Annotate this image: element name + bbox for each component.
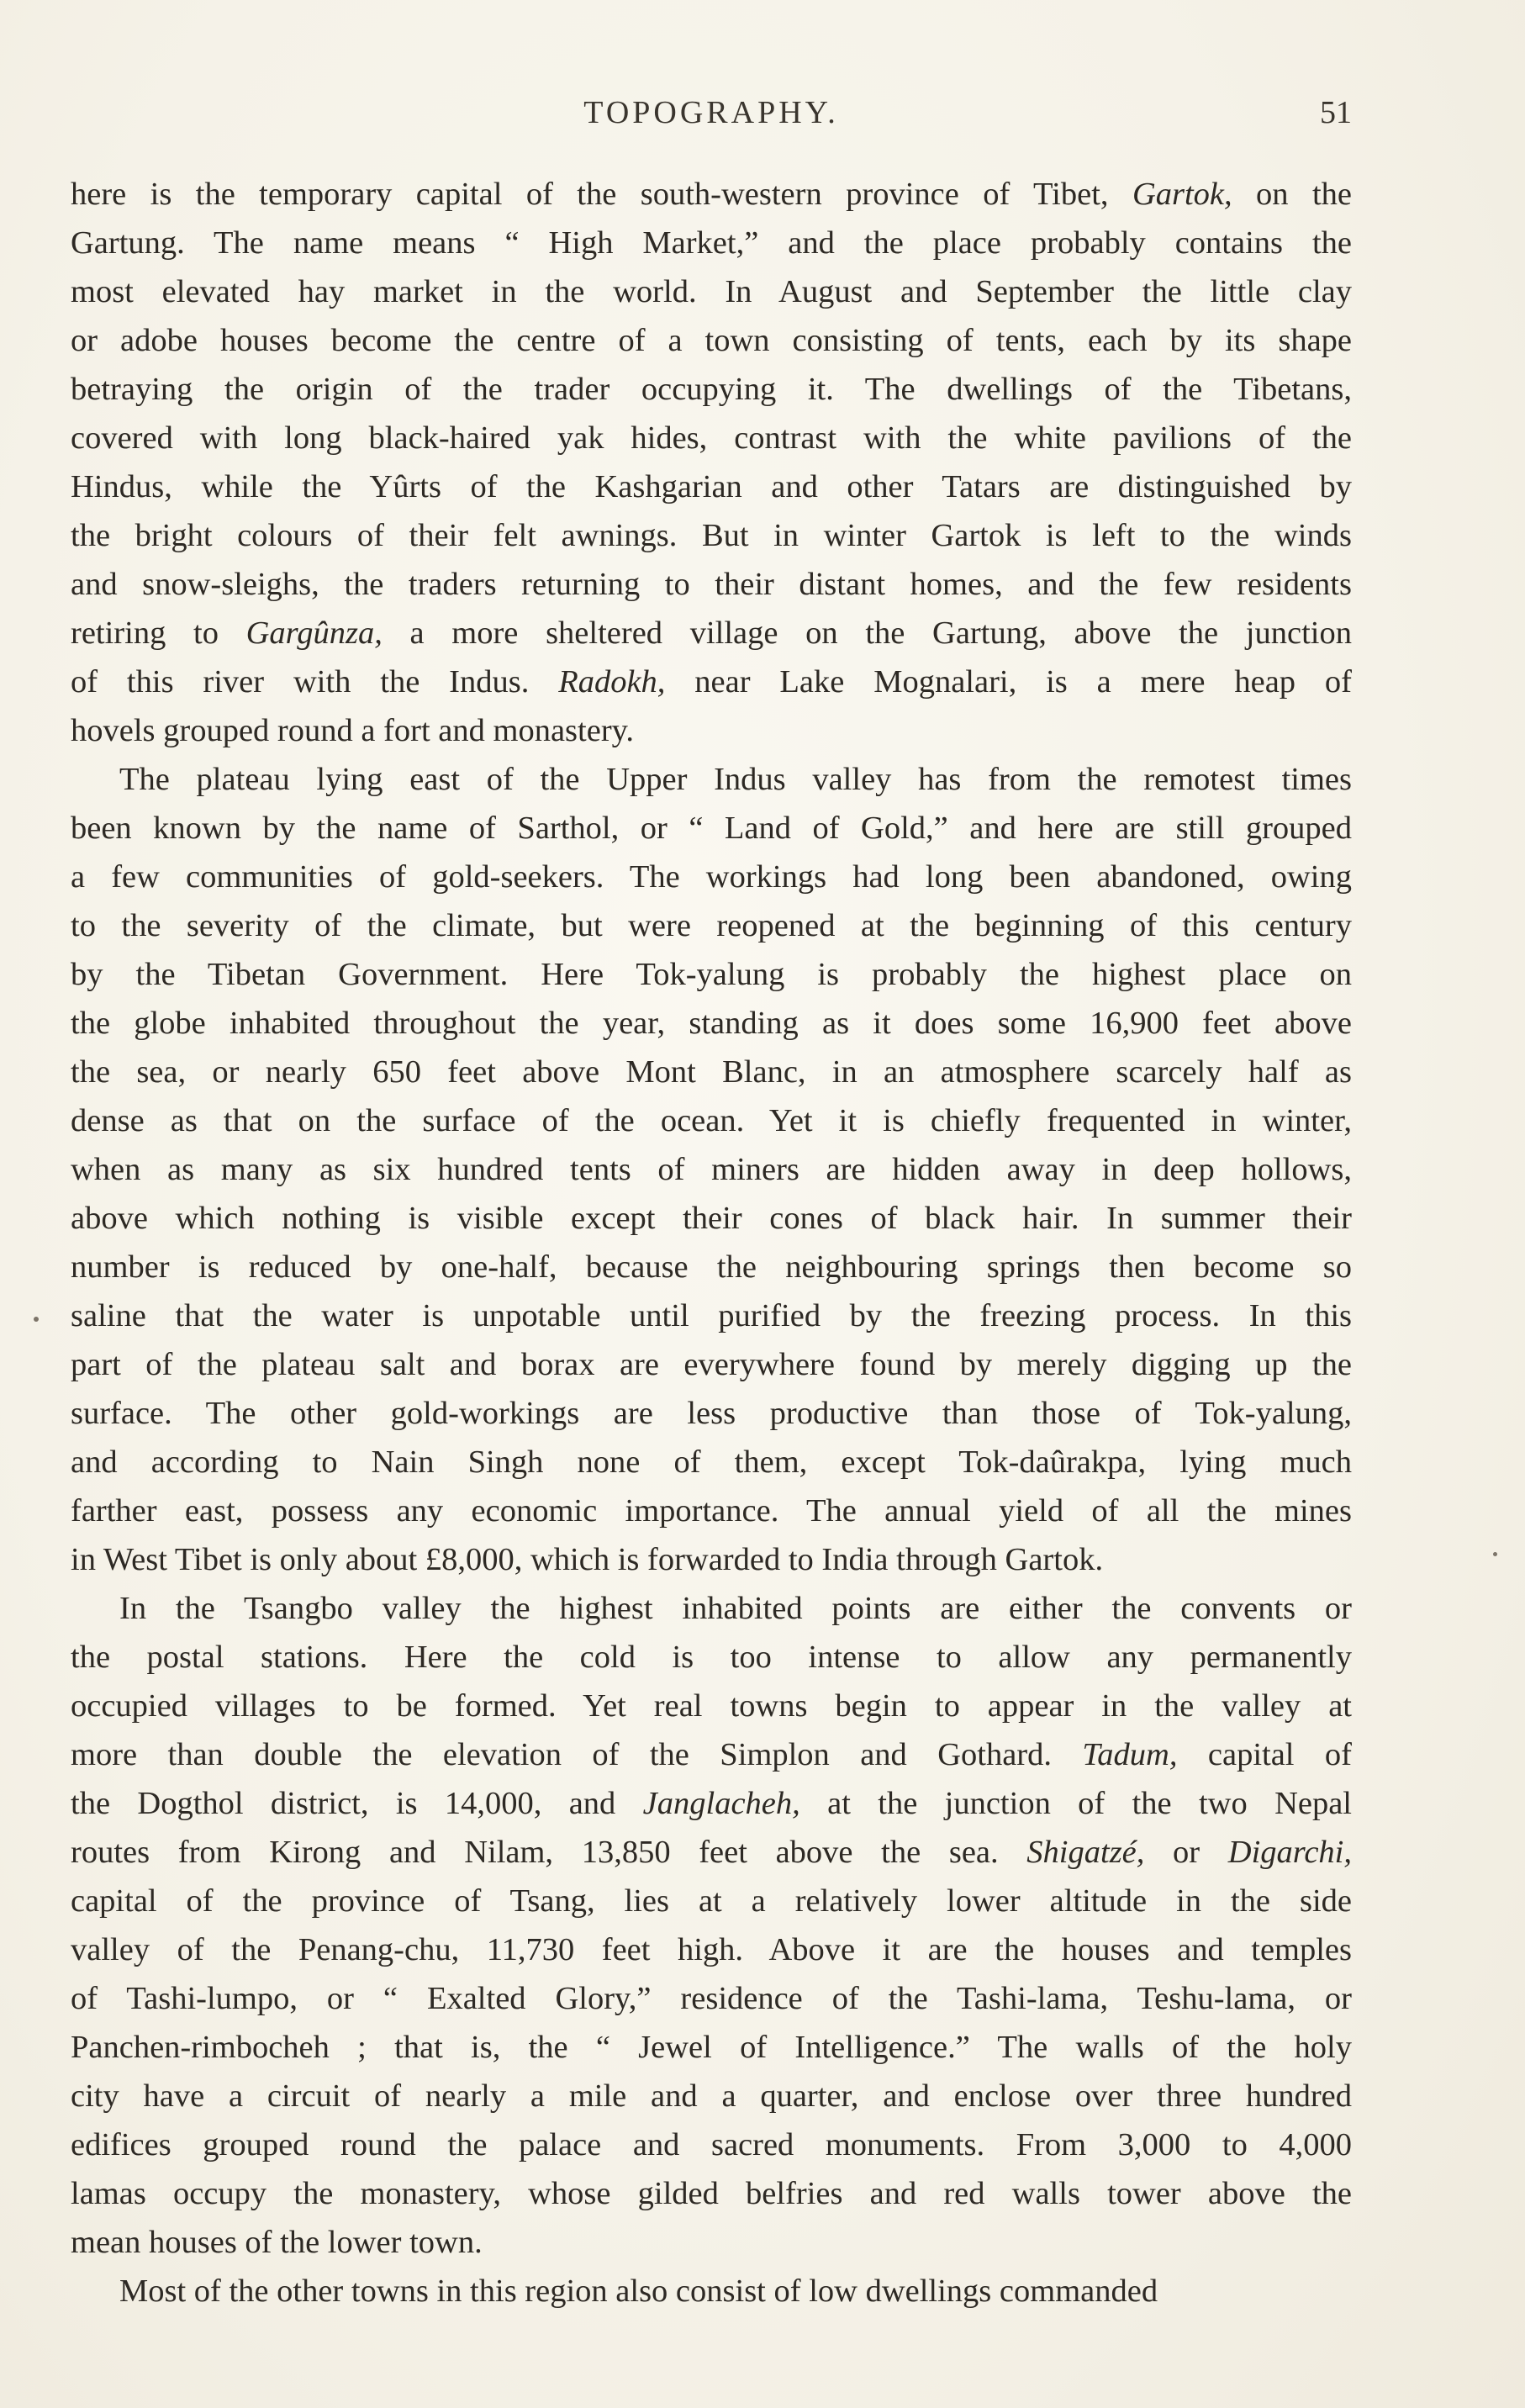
place-name-italic: Tadum, — [1082, 1737, 1178, 1772]
text-run: The plateau lying east of the Upper Indus valley has from the remotest times — [119, 762, 1352, 797]
text-run: occupied villages to be formed. Yet real towns begin to appear in the valley at — [71, 1688, 1352, 1724]
text-line — [71, 2072, 1352, 2120]
text-line — [71, 1340, 1352, 1389]
text-run: valley of the Penang-chu, 11,730 feet high. Above it are the houses and temples — [71, 1932, 1352, 1967]
text-run: and snow-sleighs, the traders returning to their distant homes, and the few residents — [71, 567, 1352, 602]
text-line — [71, 365, 1352, 414]
text-line — [71, 1145, 1352, 1194]
text-line — [71, 316, 1352, 365]
text-line — [71, 1535, 1352, 1584]
text-line — [71, 1925, 1352, 1974]
text-run: the postal stations. Here the cold is too intense to allow any permanently — [71, 1640, 1352, 1675]
place-name-italic: Gartok, — [1132, 177, 1232, 212]
text-line — [71, 804, 1352, 853]
text-line — [71, 1682, 1352, 1730]
text-run: surface. The other gold-workings are less productive than those of Tok-yalung, — [71, 1396, 1352, 1431]
running-head — [71, 94, 1352, 145]
place-name-italic: Gargûnza, — [245, 615, 383, 651]
text-run: most elevated hay market in the world. In August and September the little clay — [71, 274, 1352, 309]
text-line — [71, 511, 1352, 560]
running-title: TOPOGRAPHY. — [583, 95, 839, 130]
text-run: here is the temporary capital of the south-western province of Tibet, — [71, 177, 1132, 212]
text-line — [71, 1828, 1352, 1877]
text-run: when as many as six hundred tents of miners are hidden away in deep hollows, — [71, 1152, 1352, 1187]
text-line — [71, 1584, 1352, 1633]
text-run: by the Tibetan Government. Here Tok-yalung is probably the highest place on — [71, 957, 1352, 992]
text-run: saline that the water is unpotable until purified by the freezing process. In this — [71, 1298, 1352, 1333]
text-run: edifices grouped round the palace and sacred monuments. From 3,000 to 4,000 — [71, 2127, 1352, 2162]
text-run: the globe inhabited throughout the year, standing as it does some 16,900 feet above — [71, 1006, 1352, 1041]
print-speck — [34, 1317, 39, 1322]
text-line — [71, 267, 1352, 316]
text-line — [71, 219, 1352, 267]
text-line — [71, 1048, 1352, 1096]
text-line — [71, 1974, 1352, 2023]
text-run: more than double the elevation of the Simplon and Gothard. — [71, 1737, 1083, 1772]
text-line — [71, 1730, 1352, 1779]
text-run: and according to Nain Singh none of them, except Tok-daûrakpa, lying much — [71, 1444, 1352, 1480]
text-run: been known by the name of Sarthol, or “ Land of Gold,” and here are still grouped — [71, 811, 1352, 846]
text-line — [71, 1487, 1352, 1535]
text-run: betraying the origin of the trader occupying it. The dwellings of the Tibetans, — [71, 372, 1352, 407]
text-line — [71, 414, 1352, 462]
text-run: Gartung. The name means “ High Market,” and the place probably contains the — [71, 225, 1352, 261]
text-run: Most of the other towns in this region also consist of low dwellings commanded — [119, 2273, 1158, 2309]
text-line — [71, 999, 1352, 1048]
text-run: of Tashi-lumpo, or “ Exalted Glory,” residence of the Tashi-lama, Teshu-lama, or — [71, 1981, 1352, 2016]
place-name-italic: Shigatzé, — [1026, 1835, 1145, 1870]
text-run: city have a circuit of nearly a mile and a quarter, and enclose over three hundred — [71, 2078, 1352, 2114]
text-line — [71, 706, 1352, 755]
text-run: or adobe houses become the centre of a town consisting of tents, each by its shape — [71, 323, 1352, 358]
text-line — [71, 2120, 1352, 2169]
place-name-italic: Radokh, — [558, 664, 666, 700]
text-line — [71, 1779, 1352, 1828]
text-line — [71, 853, 1352, 901]
text-run: lamas occupy the monastery, whose gilded belfries and red walls tower above the — [71, 2176, 1352, 2211]
text-run: part of the plateau salt and borax are everywhere found by merely digging up the — [71, 1347, 1352, 1382]
text-line — [71, 1096, 1352, 1145]
text-run: on the — [1232, 177, 1352, 212]
text-run: a more sheltered village on the Gartung, above the junction — [382, 615, 1352, 651]
text-run: Hindus, while the Yûrts of the Kashgarian and other Tatars are distinguished by — [71, 469, 1352, 504]
text-run: at the junction of the two Nepal — [799, 1786, 1353, 1821]
text-line — [71, 1291, 1352, 1340]
text-line — [71, 2267, 1352, 2316]
text-run: covered with long black-haired yak hides, contrast with the white pavilions of the — [71, 420, 1352, 456]
text-run: the bright colours of their felt awnings. But in winter Gartok is left to the winds — [71, 518, 1352, 553]
place-name-italic: Digarchi, — [1227, 1835, 1352, 1870]
text-run: farther east, possess any economic importance. The annual yield of all the mines — [71, 1493, 1352, 1529]
text-line — [71, 1633, 1352, 1682]
text-run: the sea, or nearly 650 feet above Mont Blanc, in an atmosphere scarcely half as — [71, 1054, 1352, 1090]
text-run: capital of the province of Tsang, lies at a relatively lower altitude in the side — [71, 1883, 1352, 1919]
text-line — [71, 609, 1352, 657]
text-line — [71, 170, 1352, 219]
text-line — [71, 657, 1352, 706]
text-line — [71, 1243, 1352, 1291]
place-name-italic: Janglacheh, — [642, 1786, 800, 1821]
body-text — [71, 170, 1352, 2316]
text-run: In the Tsangbo valley the highest inhabited points are either the convents or — [119, 1591, 1352, 1626]
text-line — [71, 1877, 1352, 1925]
text-run: number is reduced by one-half, because the neighbouring springs then become so — [71, 1249, 1352, 1285]
text-line — [71, 1438, 1352, 1487]
text-run: hovels grouped round a fort and monastery. — [71, 713, 635, 748]
text-run: retiring to — [71, 615, 246, 651]
text-run: mean houses of the lower town. — [71, 2225, 483, 2260]
text-run: or — [1144, 1835, 1228, 1870]
text-run: the Dogthol district, is 14,000, and — [71, 1786, 643, 1821]
page-number: 51 — [1320, 95, 1352, 130]
text-line — [71, 2218, 1352, 2267]
text-run: capital of — [1177, 1737, 1352, 1772]
text-line — [71, 2023, 1352, 2072]
text-line — [71, 950, 1352, 999]
text-run: Panchen-rimbocheh ; that is, the “ Jewel of Intelligence.” The walls of the holy — [71, 2030, 1352, 2065]
text-run: in West Tibet is only about £8,000, which is forwarded to India through Gartok. — [71, 1542, 1104, 1577]
text-run: routes from Kirong and Nilam, 13,850 feet above the sea. — [71, 1835, 1027, 1870]
text-line — [71, 462, 1352, 511]
text-run: a few communities of gold-seekers. The workings had long been abandoned, owing — [71, 859, 1352, 895]
text-run: of this river with the Indus. — [71, 664, 559, 700]
text-line — [71, 755, 1352, 804]
text-run: above which nothing is visible except their cones of black hair. In summer their — [71, 1201, 1352, 1236]
print-speck — [1493, 1552, 1497, 1556]
text-line — [71, 1194, 1352, 1243]
text-run: near Lake Mognalari, is a mere heap of — [665, 664, 1352, 700]
text-run: dense as that on the surface of the ocean. Yet it is chiefly frequented in winter, — [71, 1103, 1352, 1138]
text-line — [71, 560, 1352, 609]
text-run: to the severity of the climate, but were reopened at the beginning of this century — [71, 908, 1352, 943]
text-line — [71, 2169, 1352, 2218]
text-line — [71, 1389, 1352, 1438]
text-line — [71, 901, 1352, 950]
